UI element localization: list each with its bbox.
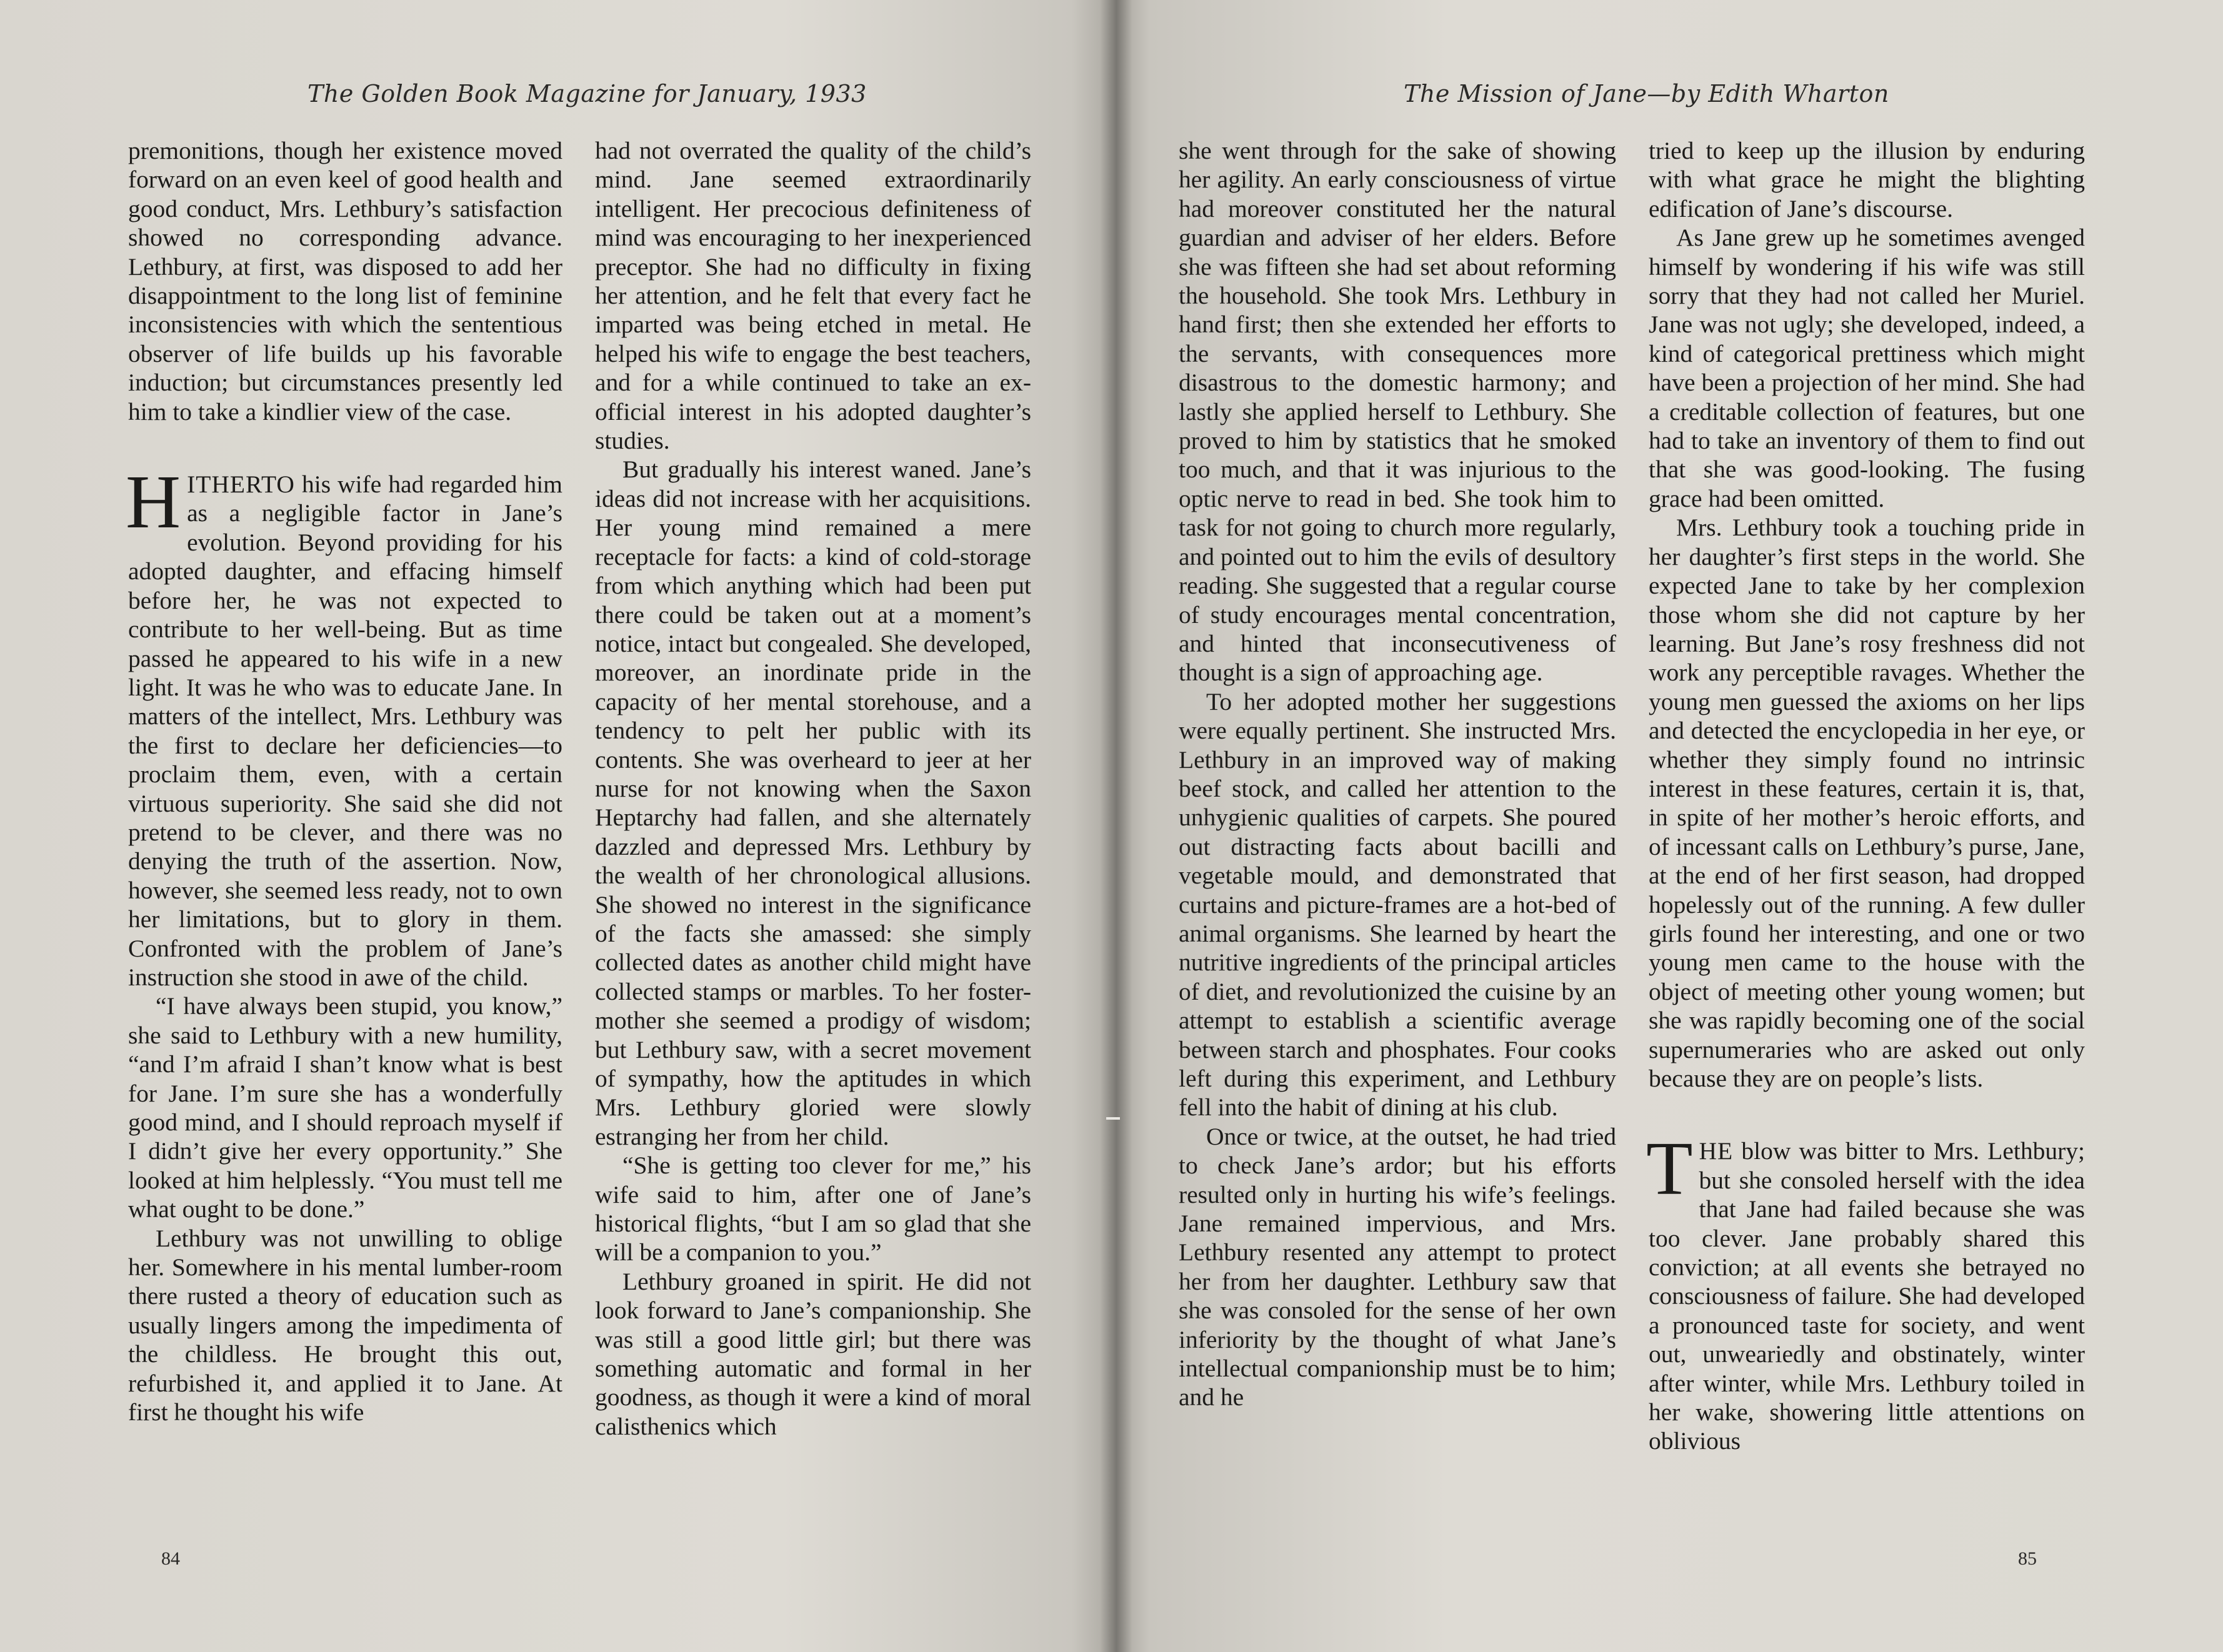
page-edge-mark <box>1106 1117 1120 1120</box>
right-page <box>1116 0 2223 1652</box>
drop-cap: T <box>1646 1127 1693 1212</box>
right-page-column-2 <box>1646 136 2085 1456</box>
running-head-right: The Mission of Jane—by Edith Wharton <box>1404 80 1889 107</box>
continued-paragraph: premonitions, though her existence moved forward on an even keel of good health and good conduct, Mrs. Lethbury’s satisfaction showed no corresponding advance. Lethbury, at first, was disposed to add her disappointment to the long list of feminine inconsistencies with which the sententious observer of life builds up his favorable induction; but circumstances presently led him to take a kindlier view of the case. <box>128 137 562 425</box>
paragraph: Lethbury groaned in spirit. He did not look forward to Jane’s companionship. She was still a good little girl; but there was something automatic and formal in her goodness, as though it were a kind of moral calisthenics which <box>595 1267 1031 1440</box>
page-number-left: 84 <box>161 1548 180 1569</box>
spine-gutter <box>1100 0 1132 1652</box>
paragraph-text: blow was bitter to Mrs. Lethbury; but she consoled herself with the idea that Jane had failed because she was too clever. Jane probably shared this conviction; at all events she betrayed no consciousness of failure. She had developed a pronounced taste for society, and went out, unweariedly and obstinately, winter after winter, while Mrs. Lethbury toiled in her wake, showering little attentions on oblivious <box>1649 1137 2085 1455</box>
left-page-column-2 <box>595 136 1031 1441</box>
drop-cap: H <box>126 460 181 545</box>
continued-paragraph: had not overrated the quality of the child’s mind. Jane seemed extraordinarily intelligent. Her precocious definiteness of mind was encouraging to her inexperienced preceptor. She had no difficulty in fixing her attention, and he felt that every fact he imparted was being etched in metal. He helped his wife to engage the best teachers, and for a while continued to take an ex-official interest in his adopted daughter’s studies. <box>595 137 1031 455</box>
continued-paragraph: tried to keep up the illusion by enduring with what grace he might the blighting edification of Jane’s discourse. <box>1649 137 2085 222</box>
paragraph: Once or twice, at the outset, he had tried to check Jane’s ardor; but his efforts resulted only in hurting his wife’s feelings. Jane remained impervious, and Mrs. Lethbury resented any attempt to protect her from her daughter. Lethbury saw that she was consoled for the sense of her own inferiority by the thought of what Jane’s intellectual companionship must be to him; and he <box>1179 1122 1616 1411</box>
small-caps-lead: ITHERTO <box>187 470 295 499</box>
running-head-left: The Golden Book Magazine for January, 1933 <box>307 80 867 107</box>
right-page-column-1 <box>1179 136 1616 1412</box>
paragraph: “I have always been stupid, you know,” she said to Lethbury with a new humility, “and I’m afraid I shan’t know what is best for Jane. I’m sure she has a wonderfully good mind, and I should reproach myself if I didn’t give her every opportunity.” She looked at him helplessly. “You must tell me what ought to be done.” <box>128 992 562 1223</box>
continued-paragraph: she went through for the sake of showing her agility. An early consciousness of virtue had moreover constituted her the natural guardian and adviser of her elders. Before she was fifteen she had set about reforming the household. She took Mrs. Lethbury in hand first; then she extended her efforts to the servants, with consequences more disastrous to the domestic harmony; and lastly she applied herself to Lethbury. She proved to him by statistics that he smoked too much, and that it was injurious to the optic nerve to read in bed. She took him to task for not going to church more regularly, and pointed out to him the evils of desultory reading. She suggested that a regular course of study encourages mental concentration, and hinted that inconsecutiveness of thought is a sign of approaching age. <box>1179 137 1616 687</box>
paragraph: To her adopted mother her suggestions were equally pertinent. She instructed Mrs. Lethbury in an improved way of making beef stock, and called her attention to the unhygienic qualities of carpets. She poured out distracting facts about bacilli and vegetable mould, and demonstrated that curtains and picture-frames are a hot-bed of animal organisms. She learned by heart the nutritive ingredients of the principal articles of diet, and revolutionized the cuisine by an attempt to establish a scientific average between starch and phosphates. Four cooks left during this experiment, and Lethbury fell into the habit of dining at his club. <box>1179 687 1616 1122</box>
paragraph: “She is getting too clever for me,” his wife said to him, after one of Jane’s historical flights, “but I am so glad that she will be a companion to you.” <box>595 1152 1031 1266</box>
page-number-right: 85 <box>2018 1548 2037 1569</box>
left-page-column-1 <box>128 136 562 1426</box>
paragraph: Lethbury was not unwilling to oblige her. Somewhere in his mental lumber-room there rusted a theory of education such as usually lingers among the impedimenta of the childless. He brought this out, refurbished it, and applied it to Jane. At first he thought his wife <box>128 1224 562 1426</box>
drop-cap-paragraph <box>126 460 562 992</box>
paragraph-text: his wife had regarded him as a negligible factor in Jane’s evolution. Beyond providing for his adopted daughter, and effacing himself before her, he was not expected to contribute to her well-being. But as time passed he appeared to his wife in a new light. It was he who was to educate Jane. In matters of the intellect, Mrs. Lethbury was the first to declare her deficiencies—to proclaim them, even, with a certain virtuous superiority. She said she did not pretend to be clever, and there was no denying the truth of the assertion. Now, however, she seemed less ready, not to own her limitations, but to glory in them. Confronted with the problem of Jane’s instruction she stood in awe of the child. <box>128 470 562 991</box>
small-caps-lead: HE <box>1699 1137 1734 1165</box>
paragraph: As Jane grew up he sometimes avenged himself by wondering if his wife was still sorry that they had not called her Muriel. Jane was not ugly; she developed, indeed, a kind of categorical prettiness which might have been a projection of her mind. She had a creditable collection of features, but one had to take an inventory of them to find out that she was good-looking. The fusing grace had been omitted. <box>1649 224 2085 512</box>
drop-cap-paragraph <box>1646 1127 2085 1455</box>
paragraph: Mrs. Lethbury took a touching pride in her daughter’s first steps in the world. She expected Jane to take by her complexion those whom she did not capture by her learning. But Jane’s rosy freshness did not work any perceptible ravages. Whether the young men guessed the axioms on her lips and detected the encyclopedia in her eye, or whether they simply found no intrinsic interest in these features, certain it is, that, in spite of her mother’s heroic efforts, and of incessant calls on Lethbury’s purse, Jane, at the end of her first season, had dropped hopelessly out of the running. A few duller girls found her interesting, and one or two young men came to the house with the object of meeting other young women; but she was rapidly becoming one of the social supernumeraries who are asked out only because they are on people’s lists. <box>1649 514 2085 1092</box>
paragraph: But gradually his interest waned. Jane’s ideas did not increase with her acquisitions. Her young mind remained a mere receptacle for facts: a kind of cold-storage from which anything which had been put there could be taken out at a moment’s notice, intact but congealed. She developed, moreover, an inordinate pride in the capacity of her mental storehouse, and a tendency to pelt her public with its contents. She was overheard to jeer at her nurse for not knowing when the Saxon Heptarchy had fallen, and she alternately dazzled and depressed Mrs. Lethbury by the wealth of her chronological allusions. She showed no interest in the significance of the facts she amassed: she simply collected dates as another child might have collected stamps or marbles. To her foster-mother she seemed a prodigy of wisdom; but Lethbury saw, with a secret movement of sympathy, how the aptitudes in which Mrs. Lethbury gloried were slowly estranging her from her child. <box>595 455 1031 1150</box>
